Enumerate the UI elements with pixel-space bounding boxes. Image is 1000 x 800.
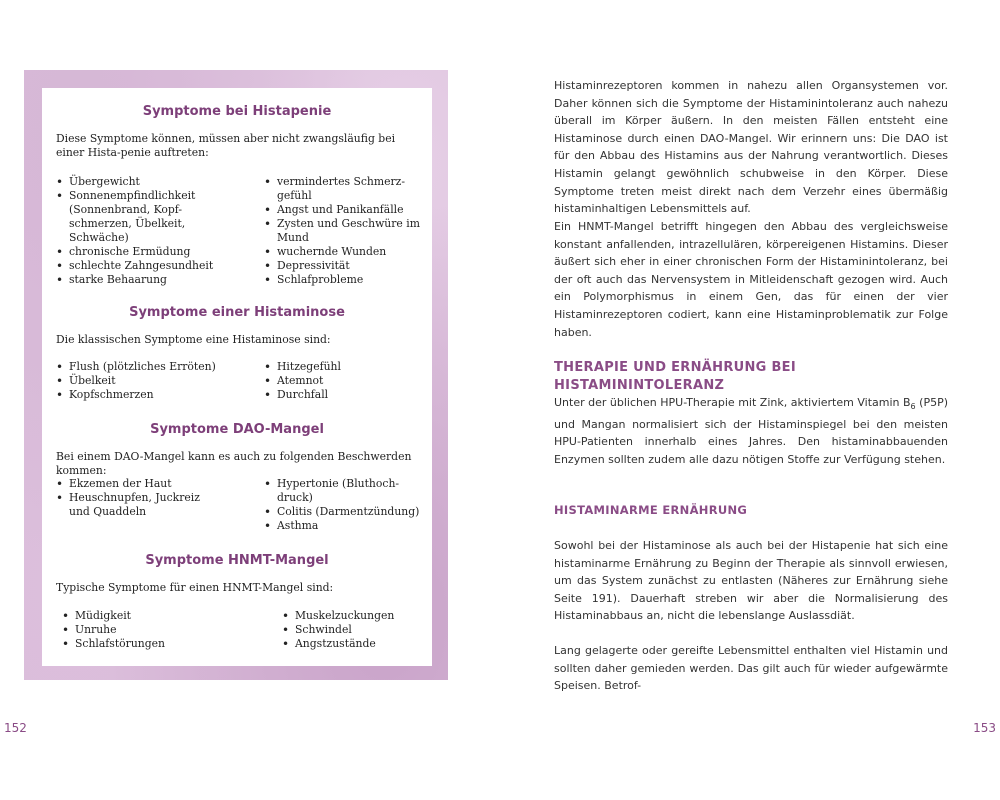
list-item: • Übergewicht <box>56 175 226 189</box>
symptom-list-dao-col1 <box>56 477 216 519</box>
paragraph-therapie-part2: (P5P) und Mangan normalisiert sich der Histaminspiegel bei den meisten HPU-Patienten innerhalb eines Jahres. Den histaminabbauenden Enzymen sollten zudem alle dazu nötigen Stoffe zur Verfügung stehen. <box>554 396 948 466</box>
symptom-list-histaminose-col1 <box>56 360 256 402</box>
paragraph-histaminarme-ernaehrung: Sowohl bei der Histaminose als auch bei der Histapenie hat sich eine histaminarme Ernährung zu Beginn der Therapie als sinnvoll erwiesen, um das System zunächst zu entlasten (Näheres zur Ernährung siehe Seite 191). Dauerhaft streben wir aber die Normalisierung des Histaminabbaus an, nicht die lebenslange Auslassdiät. <box>554 539 948 623</box>
list-item: • Flush (plötzliches Erröten) <box>56 360 256 374</box>
list-item: • Depressivität <box>264 259 426 273</box>
section-intro-histaminose: Die klassischen Symptome eine Histaminose sind: <box>56 333 331 346</box>
section-intro-hnmt-mangel: Typische Symptome für einen HNMT-Mangel sind: <box>56 581 334 594</box>
symptom-list-hnmt-col1 <box>62 609 252 651</box>
list-item: • vermindertes Schmerz-gefühl <box>264 175 426 203</box>
symptom-list-histapenie-col2 <box>264 175 426 287</box>
list-item: • Schwindel <box>282 623 428 637</box>
list-item: • Unruhe <box>62 623 252 637</box>
list-item: • chronische Ermüdung <box>56 245 226 259</box>
list-item: • Müdigkeit <box>62 609 252 623</box>
paragraph-therapie-part1: Unter der üblichen HPU-Therapie mit Zink, aktiviertem Vitamin B <box>554 396 911 409</box>
symptom-list-histaminose-col2 <box>264 360 426 402</box>
heading-histaminarme-ernaehrung: HISTAMINARME ERNÄHRUNG <box>554 503 748 517</box>
page-number-right: 153 <box>973 721 996 735</box>
list-item: • Kopfschmerzen <box>56 388 256 402</box>
list-item: • Schlafprobleme <box>264 273 426 287</box>
list-item: • starke Behaarung <box>56 273 226 287</box>
page-number-left: 152 <box>4 721 27 735</box>
list-item: • Ekzemen der Haut <box>56 477 216 491</box>
list-item: • Hitzegefühl <box>264 360 426 374</box>
list-item: • Angst und Panikanfälle <box>264 203 426 217</box>
paragraph-lebensmittel: Lang gelagerte oder gereifte Lebensmittel enthalten viel Histamin und sollten daher gemieden werden. Das gilt auch für wieder aufgewärmte Speisen. Betrof- <box>554 644 948 693</box>
list-item: • Atemnot <box>264 374 426 388</box>
list-item: • Asthma <box>264 519 426 533</box>
list-item: • Zysten und Geschwüre im Mund <box>264 217 426 245</box>
list-item: • Angstzustände <box>282 637 428 651</box>
list-item: • Muskelzuckungen <box>282 609 428 623</box>
list-item: • Colitis (Darmentzündung) <box>264 505 426 519</box>
list-item: • wuchernde Wunden <box>264 245 426 259</box>
paragraph-therapie <box>554 394 948 469</box>
list-item: • Übelkeit <box>56 374 256 388</box>
heading-therapie: THERAPIE UND ERNÄHRUNG BEI HISTAMININTOLERANZ <box>554 360 797 393</box>
list-item: • Durchfall <box>264 388 426 402</box>
list-item: • Sonnenempfindlichkeit (Sonnenbrand, Kopf-schmerzen, Übelkeit, Schwäche) <box>56 189 226 245</box>
section-title-histapenie: Symptome bei Histapenie <box>142 104 332 119</box>
section-title-histaminose: Symptome einer Histaminose <box>129 305 345 320</box>
symptom-panel <box>42 88 432 666</box>
list-item: • schlechte Zahngesundheit <box>56 259 226 273</box>
list-item: • Hypertonie (Bluthoch-druck) <box>264 477 426 505</box>
symptom-list-dao-col2 <box>264 477 426 533</box>
symptom-list-hnmt-col2 <box>282 609 428 651</box>
paragraph-hnmt-mangel: Ein HNMT-Mangel betrifft hingegen den Abbau des vergleichsweise konstant anfallenden, intrazellulären, körpereigenen Histamins. Dieser äußert sich eher in einer chronischen Form der Histaminintoleranz, bei der oft auch das Nervensystem in Mitleidenschaft gezogen wird. Auch ein Polymorphismus in einem Gen, das für einen der vier Histaminrezeptoren codiert, kann eine Histaminproblematik zur Folge haben. <box>554 220 948 339</box>
section-title-hnmt-mangel: Symptome HNMT-Mangel <box>145 553 329 568</box>
list-item: • Heuschnupfen, Juckreiz und Quaddeln <box>56 491 216 519</box>
paragraph-histaminrezeptoren: Histaminrezeptoren kommen in nahezu allen Organsystemen vor. Daher können sich die Symptome der Histaminintoleranz auch nahezu überall im Körper äußern. In den meisten Fällen entsteht eine Histaminose durch einen DAO-Mangel. Wir erinnern uns: Die DAO ist für den Abbau des Histamins aus der Nahrung verantwortlich. Dieses Histamin gelangt gewöhnlich schubweise in den Körper. Diese Symptome treten meist direkt nach dem Verzehr eines übermäßig histaminhaltigen Lebensmittels auf. <box>554 79 948 216</box>
symptom-list-histapenie-col1 <box>56 175 226 287</box>
section-title-dao-mangel: Symptome DAO-Mangel <box>150 422 324 437</box>
vitamin-subscript: 6 <box>910 402 916 412</box>
section-intro-histapenie: Diese Symptome können, müssen aber nicht zwangsläufig bei einer Hista-penie auftreten: <box>56 132 396 159</box>
list-item: • Schlafstörungen <box>62 637 252 651</box>
section-intro-dao-mangel: Bei einem DAO-Mangel kann es auch zu folgenden Beschwerden kommen: <box>56 450 412 477</box>
